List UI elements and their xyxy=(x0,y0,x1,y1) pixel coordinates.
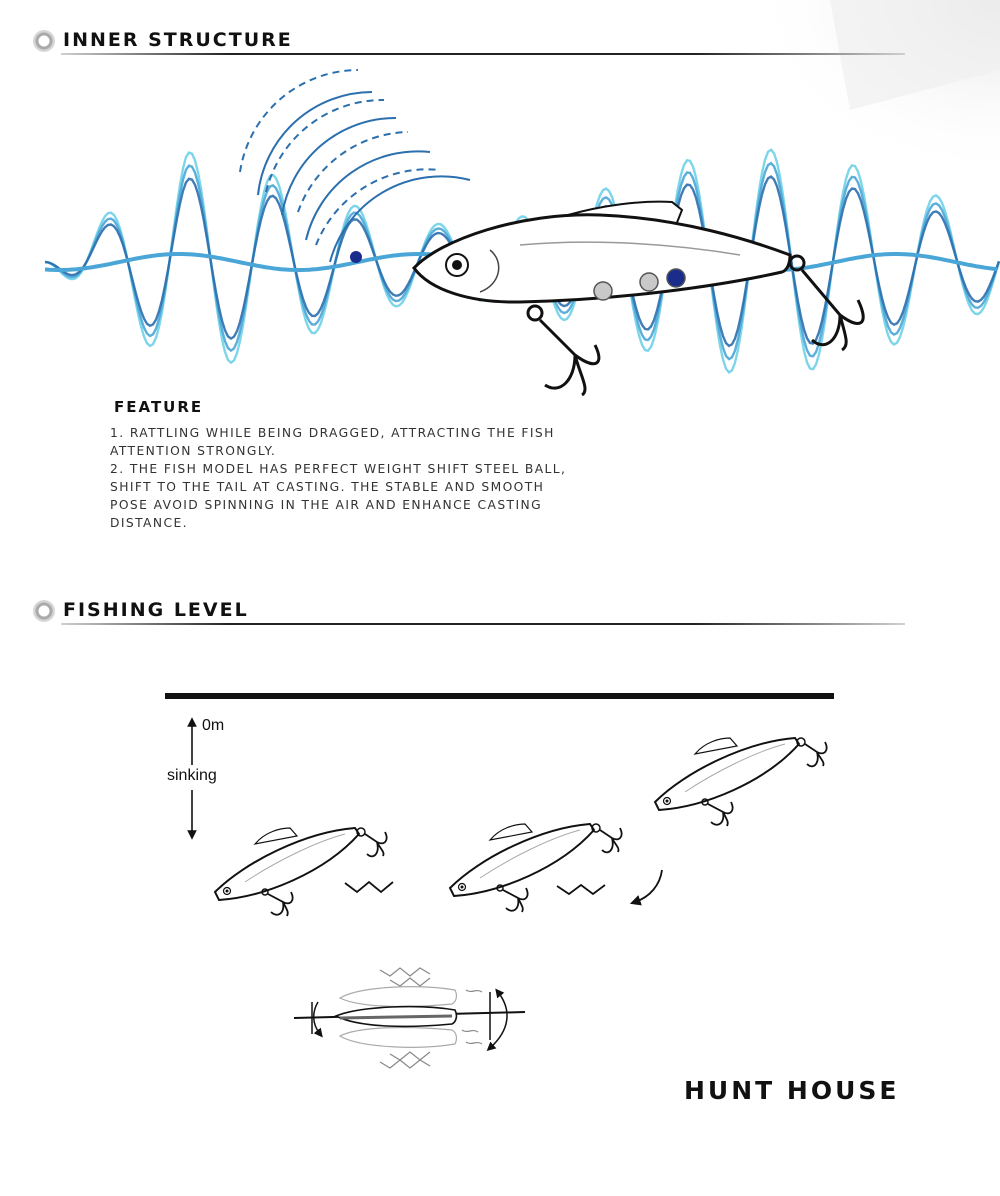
curved-arrow-icon xyxy=(635,870,662,902)
feature-line: 1. RATTLING WHILE BEING DRAGGED, ATTRACTING THE FISH xyxy=(110,426,555,440)
sinking-label: sinking xyxy=(167,767,217,784)
feature-line: ATTENTION STRONGLY. xyxy=(110,444,277,458)
feature-line: DISTANCE. xyxy=(110,516,188,530)
feature-line: POSE AVOID SPINNING IN THE AIR AND ENHANCE CASTING xyxy=(110,498,543,512)
sinking-lure-icon xyxy=(215,828,387,916)
zigzag-motion-icon xyxy=(557,885,605,894)
anti-spin-illustration xyxy=(294,968,525,1068)
sinking-lure-icon xyxy=(450,824,622,912)
section-title: INNER STRUCTURE xyxy=(63,29,293,51)
sinking-lure-icon xyxy=(655,738,827,826)
section-title: FISHING LEVEL xyxy=(63,599,249,621)
depth-start-label: 0m xyxy=(202,717,225,734)
feature-line: SHIFT TO THE TAIL AT CASTING. THE STABLE AND SMOOTH xyxy=(110,480,545,494)
feature-line: 2. THE FISH MODEL HAS PERFECT WEIGHT SHIFT STEEL BALL, xyxy=(110,462,567,476)
feature-title: FEATURE xyxy=(114,398,204,416)
brand-name: HUNT HOUSE xyxy=(684,1076,900,1105)
water-surface-line xyxy=(165,693,834,699)
zigzag-motion-icon xyxy=(345,882,393,892)
